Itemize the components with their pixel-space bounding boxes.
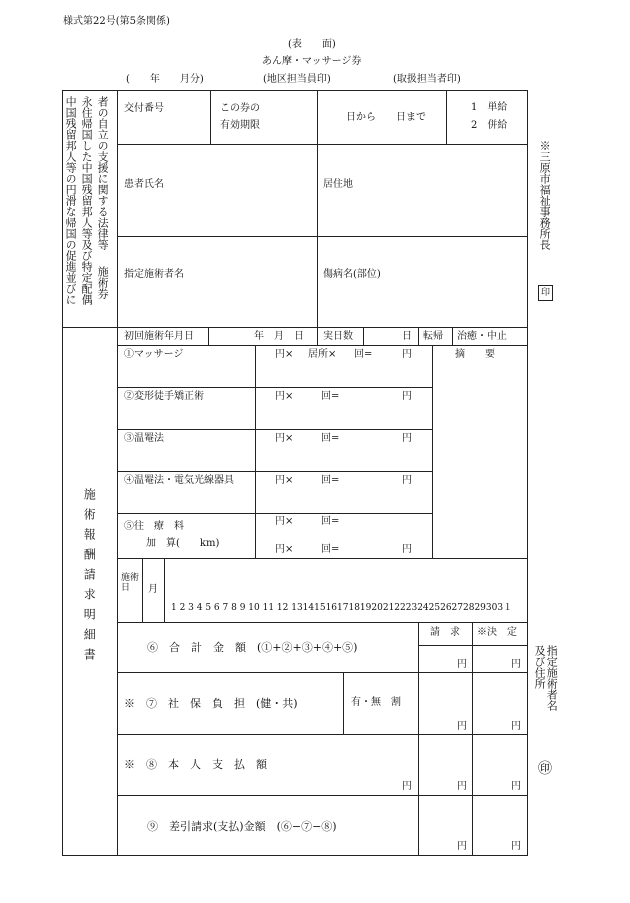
col-line: [446, 90, 447, 144]
form-title: あん摩・マッサージ券: [262, 56, 362, 67]
col-line: [210, 90, 211, 144]
col-line: [142, 558, 143, 622]
address-label: 居住地: [323, 179, 353, 190]
side-label: (表 面): [288, 39, 336, 50]
outcome-label: 転帰: [423, 331, 443, 342]
row-line: [117, 144, 527, 145]
col-line: [255, 345, 256, 558]
self-pay-claim-yen: 円: [457, 781, 467, 792]
actual-days-unit: 日: [402, 331, 412, 342]
left-col-text-2: 永住帰国した中国残留邦人等及び特定配偶: [80, 96, 94, 305]
frame-left: [62, 90, 63, 855]
self-pay-yen: 円: [402, 781, 412, 792]
item-rate: 円×: [275, 475, 294, 486]
district-stamp-label: (地区担当員印): [263, 74, 331, 85]
row-line: [418, 645, 527, 646]
outcome-values: 治癒・中止: [457, 331, 507, 342]
practitioner-label: 指定施術者名: [124, 269, 184, 280]
col-line: [208, 327, 209, 345]
left-col-text-1: 者の自立の支援に関する法律等: [96, 96, 110, 250]
col-line: [317, 90, 318, 327]
col-line: [452, 327, 453, 345]
item-electric: ④温罨法・電気光線器具: [124, 475, 234, 486]
travel-times: 回=: [321, 516, 340, 527]
valid-label-1: この券の: [220, 103, 260, 114]
col-line: [164, 558, 165, 622]
self-pay-label: ※ ⑧ 本 人 支 払 額: [124, 758, 267, 771]
valid-label-2: 有効期限: [220, 120, 260, 131]
travel-yen: 円: [402, 544, 412, 555]
total-claim-yen: 円: [457, 659, 467, 670]
practitioner-seal: ㊞: [538, 761, 552, 777]
row-line: [117, 429, 433, 430]
col-line: [472, 622, 473, 855]
row-line: [117, 513, 433, 514]
insurance-claim-yen: 円: [457, 721, 467, 732]
total-amount-label: ⑥ 合 計 金 額 (①+②+③+④+⑤): [147, 641, 358, 654]
item-yen: 円: [402, 349, 412, 360]
day-numbers: 1 2 3 4 5 6 7 8 9 10 11 12 1314151617181920212223242526272829303１: [171, 603, 513, 613]
self-pay-decision-yen: 円: [511, 781, 521, 792]
insurance-decision-yen: 円: [511, 721, 521, 732]
col-line: [418, 622, 419, 855]
frame-bottom: [62, 855, 528, 856]
col-line: [432, 345, 433, 558]
patient-name-label: 患者氏名: [124, 179, 164, 190]
col-line: [343, 672, 344, 734]
item-times: 回=: [354, 349, 373, 360]
item-times: 回=: [321, 475, 340, 486]
item-times: 回=: [321, 391, 340, 402]
insurance-label: ※ ⑦ 社 保 負 担 (健・共): [124, 697, 298, 710]
first-date-ymd: 年 月 日: [254, 331, 304, 342]
item-times: 回=: [321, 433, 340, 444]
col-line: [317, 327, 318, 345]
left-col-text-3: 中国残留邦人等の円滑な帰国の促進並びに: [64, 96, 78, 305]
form-number: 様式第22号(第5条関係): [63, 16, 170, 27]
valid-period: 日から 日まで: [346, 112, 426, 123]
row-line: [117, 387, 433, 388]
period-label: ( 年 月分): [126, 74, 204, 85]
travel-times-2: 回=: [321, 544, 340, 555]
claim-section-title: 施術報酬請求明細書: [82, 488, 97, 668]
issue-number-label: 交付番号: [124, 103, 164, 114]
practitioner-address-label: 指定施術者名及び住所: [533, 645, 559, 711]
col-line: [363, 327, 364, 345]
type-single: 1 単給: [471, 102, 508, 113]
row-line: [117, 672, 527, 673]
row-line: [117, 795, 527, 796]
item-rate: 円×: [275, 391, 294, 402]
frame-right: [527, 90, 528, 855]
insurance-options: 有・無 割: [351, 697, 401, 708]
item-rate: 円×: [275, 349, 294, 360]
travel-fee-label: ⑤往 療 料: [124, 521, 184, 532]
first-date-label: 初回施術年月日: [124, 331, 194, 342]
item-yen: 円: [402, 475, 412, 486]
travel-rate: 円×: [275, 516, 294, 527]
row-line: [117, 622, 527, 623]
row-line: [117, 345, 527, 346]
row-line: [117, 236, 527, 237]
type-combined: 2 併給: [471, 120, 508, 131]
office-seal-box: 印: [538, 285, 553, 301]
net-claim-yen: 円: [457, 841, 467, 852]
remarks-label: 摘 要: [455, 349, 495, 360]
days-label: 施術日: [121, 573, 140, 593]
col-line: [418, 327, 419, 345]
item-massage: ①マッサージ: [124, 349, 184, 360]
handler-stamp-label: (取扱担当者印): [393, 74, 461, 85]
item-rate: 円×: [275, 433, 294, 444]
frame-top: [62, 90, 528, 91]
travel-rate-2: 円×: [275, 544, 294, 555]
month-label: 月: [148, 584, 158, 595]
item-yen: 円: [402, 433, 412, 444]
left-col-subtitle: 施術券: [96, 266, 110, 299]
row-line: [117, 471, 433, 472]
item-residence: 居所×: [308, 349, 337, 360]
total-decision-yen: 円: [511, 659, 521, 670]
item-warm-compress: ③温罨法: [124, 433, 164, 444]
item-yen: 円: [402, 391, 412, 402]
section-divider: [62, 327, 528, 328]
decision-header: ※決 定: [477, 627, 517, 638]
actual-days-label: 実日数: [323, 331, 353, 342]
net-amount-label: ⑨ 差引請求(支払)金額 (⑥−⑦−⑧): [147, 820, 337, 833]
office-head-label: ※三原市福祉事務所長: [538, 140, 552, 250]
travel-extra-label: 加 算( km): [146, 538, 220, 549]
row-line: [117, 734, 527, 735]
left-col-divider: [117, 90, 118, 855]
net-decision-yen: 円: [511, 841, 521, 852]
item-correction: ②変形徒手矯正術: [124, 391, 204, 402]
row-line: [117, 558, 527, 559]
diagnosis-label: 傷病名(部位): [323, 269, 381, 280]
claim-header: 請 求: [430, 627, 460, 638]
